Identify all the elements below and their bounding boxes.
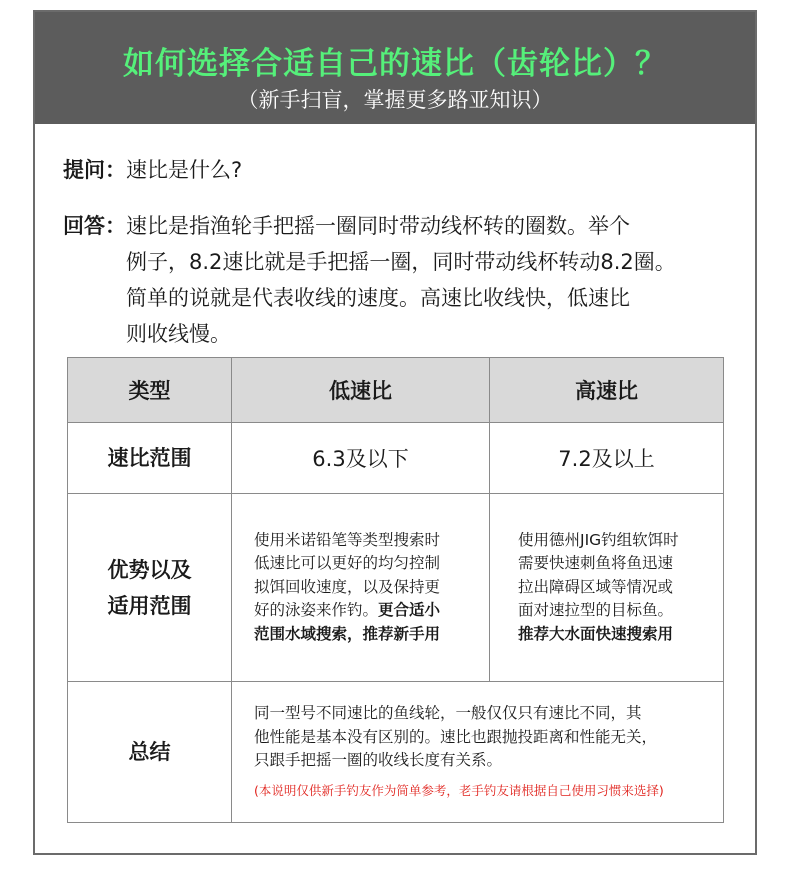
low-ratio-range: 6.3及以下 xyxy=(232,423,490,494)
header-banner xyxy=(35,12,755,124)
answer-line: 例子，8.2速比就是手把摇一圈，同时带动线杯转动8.2圈。 xyxy=(126,250,676,274)
question-block xyxy=(63,152,743,188)
desc-bold-line: 推荐大水面快速搜索用 xyxy=(518,624,674,643)
desc-line: 面对速拉型的目标鱼。 xyxy=(518,601,674,620)
desc-line: 拉出障碍区域等情况或 xyxy=(518,577,674,596)
question-text: 速比是什么? xyxy=(126,158,243,182)
desc-line: 拟饵回收速度，以及保持更 xyxy=(254,577,441,596)
high-ratio-range: 7.2及以上 xyxy=(490,423,724,494)
summary-line: 同一型号不同速比的鱼线轮，一般仅仅只有速比不同，其 xyxy=(254,704,642,722)
page-subtitle: （新手扫盲，掌握更多路亚知识） xyxy=(237,88,553,112)
infographic-frame xyxy=(33,10,757,855)
answer-label: 回答： xyxy=(63,214,126,238)
table-row-summary xyxy=(68,682,724,823)
row-label-line: 适用范围 xyxy=(107,593,192,618)
desc-line: 使用德州JIG钓组软饵时 xyxy=(518,530,679,549)
question-label: 提问： xyxy=(63,158,126,182)
row-label-line: 优势以及 xyxy=(107,557,192,582)
answer-line: 速比是指渔轮手把摇一圈同时带动线杯转的圈数。举个 xyxy=(126,214,630,238)
comparison-table xyxy=(67,357,724,823)
summary-cell xyxy=(232,682,724,823)
desc-text: 好的泳姿来作钓。 xyxy=(254,601,379,620)
table-row-advantages xyxy=(68,494,724,682)
table-header-row xyxy=(68,358,724,423)
table-row-ratio-range xyxy=(68,423,724,494)
desc-line xyxy=(254,599,469,623)
desc-line: 低速比可以更好的均匀控制 xyxy=(254,554,441,573)
header-type: 类型 xyxy=(68,358,232,423)
answer-line: 则收线慢。 xyxy=(126,322,231,346)
desc-bold-line: 范围水域搜索，推荐新手用 xyxy=(254,624,441,643)
desc-line: 需要快速刺鱼将鱼迅速 xyxy=(518,554,674,573)
header-low-ratio: 低速比 xyxy=(232,358,490,423)
page-title: 如何选择合适自己的速比（齿轮比）？ xyxy=(123,46,667,82)
desc-bold-text: 更合适小 xyxy=(378,601,441,620)
summary-line: 只跟手把摇一圈的收线长度有关系。 xyxy=(254,751,503,769)
answer-text xyxy=(126,208,676,352)
row-label-ratio-range: 速比范围 xyxy=(68,423,232,494)
desc-line: 使用米诺铅笔等类型搜索时 xyxy=(254,530,441,549)
disclaimer-note: (本说明仅供新手钓友作为简单参考，老手钓友请根据自己使用习惯来选择) xyxy=(254,782,664,798)
row-label-summary: 总结 xyxy=(68,682,232,823)
answer-line: 简单的说就是代表收线的速度。高速比收线快，低速比 xyxy=(126,286,630,310)
header-high-ratio: 高速比 xyxy=(490,358,724,423)
row-label-advantages xyxy=(68,494,232,682)
summary-line: 他性能是基本没有区别的。速比也跟抛投距离和性能无关， xyxy=(254,727,658,746)
answer-block xyxy=(63,208,743,352)
high-ratio-advantages xyxy=(490,494,724,682)
low-ratio-advantages xyxy=(232,494,490,682)
